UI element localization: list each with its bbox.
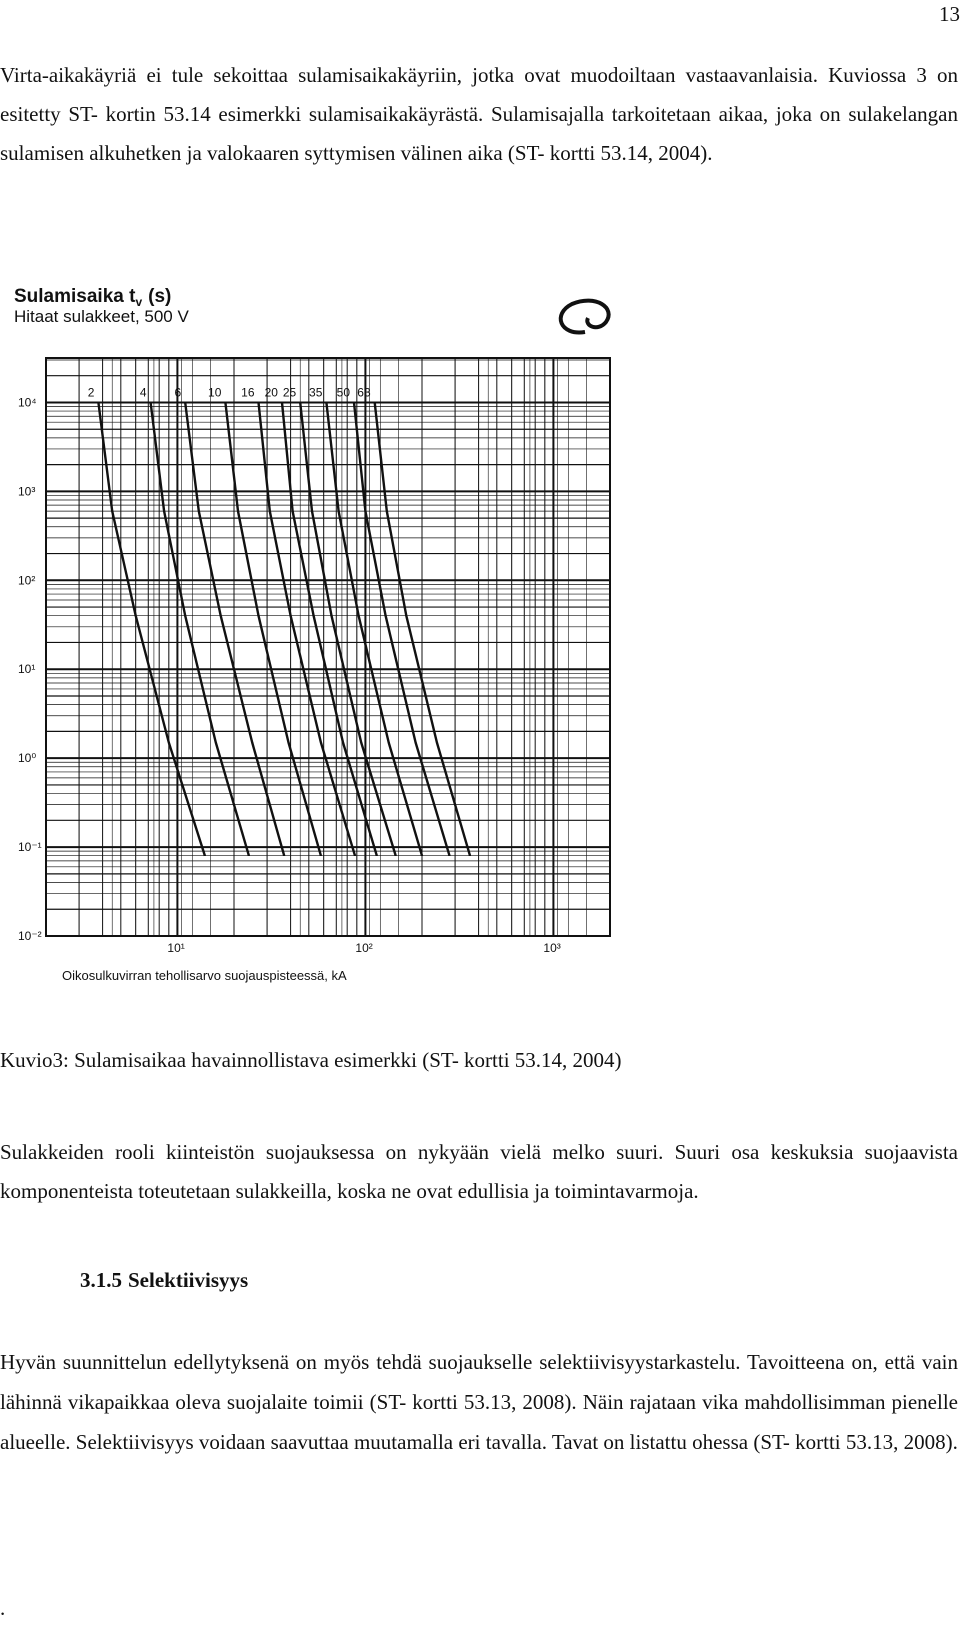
x-tick-labels [167,941,560,955]
figure-caption: Kuvio3: Sulamisaikaa havainnollistava esimerkki (ST- kortti 53.14, 2004) [0,1048,622,1072]
curve-label-10: 10 [208,385,222,400]
x-tick-label: 10³ [543,941,561,955]
plot-frame [46,358,610,936]
section-title: Selektiivisyys [128,1268,249,1292]
chart-curve-labels [88,385,371,399]
page-number: 13 [939,2,960,26]
x-tick-label: 10¹ [167,941,185,955]
y-tick-label: 10⁴ [18,395,37,410]
y-tick-label: 10³ [18,484,36,499]
y-tick-label: 10¹ [18,662,36,677]
curve-label-50: 50 [336,385,351,400]
curve-label-4: 4 [139,385,147,400]
section-heading [80,1268,248,1293]
melting-time-chart [0,280,680,1020]
x-tick-label: 10² [355,941,373,955]
y-tick-label: 10⁰ [18,751,37,766]
fuse-standard-logo-icon [561,301,609,333]
curve-label-25: 25 [282,385,297,400]
x-axis-label: Oikosulkuvirran tehollisarvo suojauspisteessä, kA [62,968,347,983]
curve-label-16: 16 [241,385,255,400]
chart-grid [46,358,610,936]
y-tick-label: 10⁻² [18,929,42,943]
trailing-dot: . [0,1596,6,1620]
chart-subtitle: Hitaat sulakkeet, 500 V [14,307,189,326]
y-tick-labels [18,395,42,943]
y-tick-label: 10⁻¹ [18,840,42,855]
curve-label-63: 63 [357,385,371,400]
curve-label-35: 35 [309,385,323,400]
paragraph-selectivity: Hyvän suunnittelun edellytyksenä on myös tehdä suojaukselle selektiivisyystarkastelu. Tavoitteena on, että vain lähinnä vikapaikkaa oleva suojalaite toimii (ST- kortti 53.13, 2008). Näin rajataan vika mahdollisimman pienelle alueelle. Selektiivisyys voidaan saavuttaa muutamalla eri tavalla. Tavat on listattu ohessa (ST- kortti 53.13, 2008). [0,1350,958,1454]
y-tick-label: 10² [18,573,36,588]
melting-time-figure [0,280,680,1020]
section-number: 3.1.5 [80,1268,122,1292]
curve-label-6: 6 [174,385,182,400]
curve-label-2: 2 [87,385,95,400]
curve-label-20: 20 [264,385,278,400]
chart-title: Sulamisaika $t_v$ (s) [14,286,172,309]
fuse-curve-6 [185,403,284,856]
paragraph-fuses: Sulakkeiden rooli kiinteistön suojauksessa on nykyään vielä melko suuri. Suuri osa keskuksia suojaavista komponenteista toteutetaan sulakkeilla, koska ne ovat edullisia ja toimintavarmoja. [0,1140,958,1203]
paragraph-intro: Virta-aikakäyriä ei tule sekoittaa sulamisaikakäyriin, jotka ovat muodoiltaan vastaavanlaisia. Kuviossa 3 on esitetty ST- kortin 53.14 esimerkki sulamisaikakäyrästä. Sulamisajalla tarkoitetaan aikaa, joka on sulakelangan sulamisen alkuhetken ja valokaaren syttymisen välinen aika (ST- kortti 53.14, 2004). [0,63,958,165]
